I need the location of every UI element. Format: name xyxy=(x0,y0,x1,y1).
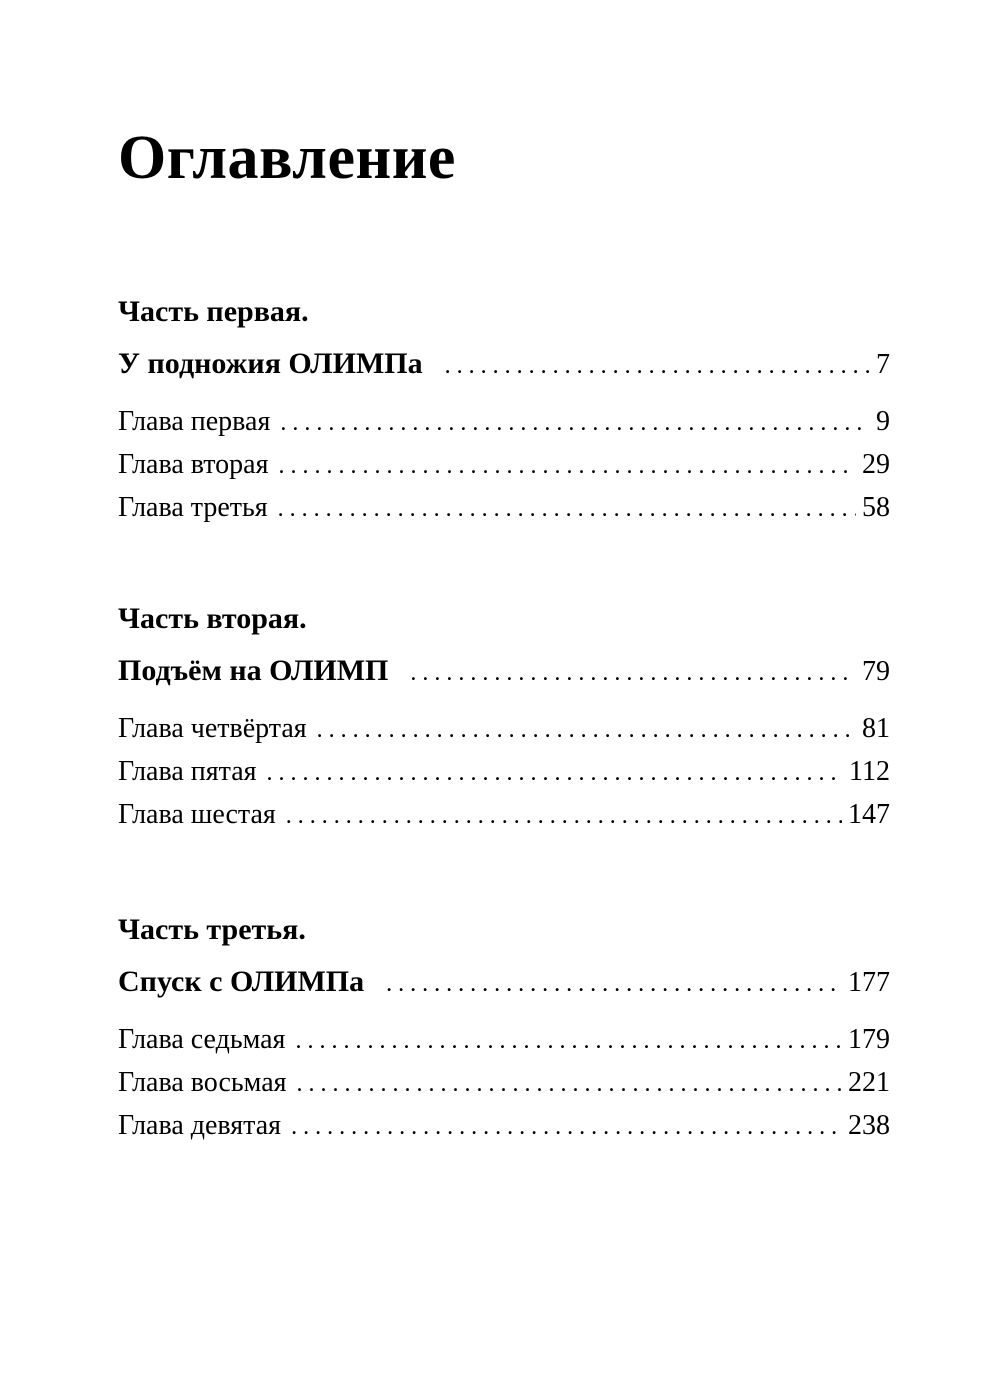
page-number: 112 xyxy=(849,756,890,787)
chapter-list xyxy=(118,400,890,529)
chapter-list xyxy=(118,707,890,836)
chapter-title: Глава вторая xyxy=(118,449,269,480)
toc-entry-part-2[interactable] xyxy=(118,649,890,693)
dot-leader xyxy=(278,488,856,531)
page-number: 58 xyxy=(862,492,890,523)
chapter-title: Глава восьмая xyxy=(118,1067,287,1098)
part-title: Подъём на ОЛИМП xyxy=(118,654,389,687)
page-number: 29 xyxy=(862,449,890,480)
toc-entry-chapter[interactable] xyxy=(118,443,890,486)
toc-entry-chapter[interactable] xyxy=(118,1018,890,1061)
part-label: Часть третья. xyxy=(118,913,306,946)
chapter-title: Глава шестая xyxy=(118,799,276,830)
toc-entry-chapter[interactable] xyxy=(118,793,890,836)
page-title: Оглавление xyxy=(118,124,456,192)
toc-entry-chapter[interactable] xyxy=(118,486,890,529)
chapter-title: Глава третья xyxy=(118,492,268,523)
chapter-title: Глава пятая xyxy=(118,756,257,787)
page-number: 9 xyxy=(876,406,890,437)
toc-entry-chapter[interactable] xyxy=(118,750,890,793)
page-number: 221 xyxy=(848,1067,890,1098)
dot-leader xyxy=(291,1106,842,1149)
chapter-title: Глава первая xyxy=(118,406,271,437)
chapter-list xyxy=(118,1018,890,1147)
page-number: 147 xyxy=(848,799,890,830)
chapter-title: Глава седьмая xyxy=(118,1024,286,1055)
part-label: Часть вторая. xyxy=(118,602,307,635)
part-title: У подножия ОЛИМПа xyxy=(118,347,423,380)
dot-leader xyxy=(280,402,870,445)
toc-entry-chapter[interactable] xyxy=(118,1061,890,1104)
page-number: 81 xyxy=(862,713,890,744)
toc-entry-part-1[interactable] xyxy=(118,342,890,386)
chapter-title: Глава четвёртая xyxy=(118,713,307,744)
chapter-title: Глава девятая xyxy=(118,1110,282,1141)
toc-entry-chapter[interactable] xyxy=(118,400,890,443)
page-number: 79 xyxy=(862,656,890,687)
dot-leader xyxy=(297,1063,842,1106)
dot-leader xyxy=(295,1020,842,1063)
part-label: Часть первая. xyxy=(118,295,309,328)
part-title: Спуск с ОЛИМПа xyxy=(118,965,365,998)
page-number: 177 xyxy=(848,967,890,998)
toc-entry-chapter[interactable] xyxy=(118,1104,890,1147)
toc-part-2 xyxy=(118,597,890,836)
dot-leader xyxy=(445,344,870,388)
dot-leader xyxy=(267,752,844,795)
toc-entry-part-3[interactable] xyxy=(118,960,890,1004)
page-number: 7 xyxy=(876,349,890,380)
toc-entry-chapter[interactable] xyxy=(118,707,890,750)
dot-leader xyxy=(317,709,856,752)
dot-leader xyxy=(278,445,856,488)
page-number: 179 xyxy=(848,1024,890,1055)
dot-leader xyxy=(286,795,842,838)
toc-part-3 xyxy=(118,908,890,1147)
page-number: 238 xyxy=(848,1110,890,1141)
dot-leader xyxy=(386,962,842,1006)
toc-part-1 xyxy=(118,290,890,529)
dot-leader xyxy=(410,651,856,695)
